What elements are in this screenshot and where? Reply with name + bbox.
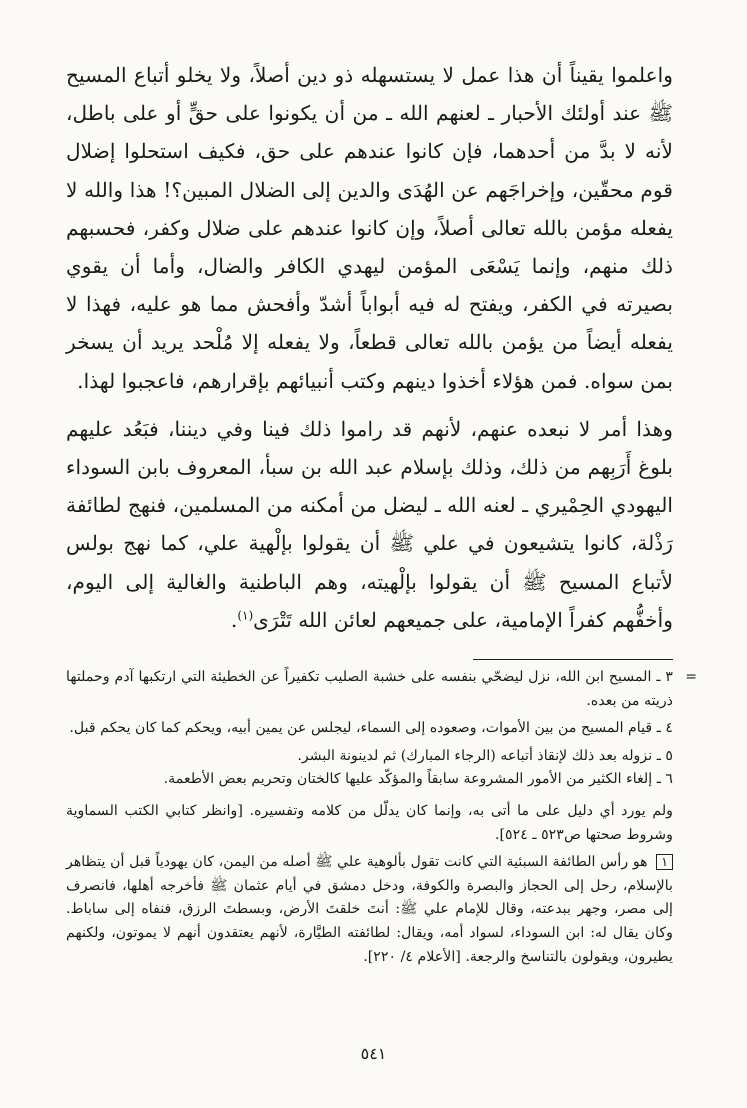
footnote-divider [473, 659, 673, 660]
footnote-item-text: ٣ ـ المسيح ابن الله، نزل ليضحّي بنفسه على خشبة الصليب تكفيراً عن الخطيئة التي ارتكبها آدم وحملتها ذريته من بعده. [66, 669, 673, 709]
footnote-1-number-box: ١ [656, 854, 673, 870]
paragraph-2-end: . [230, 607, 238, 632]
footnote-continued-item-4 [66, 717, 673, 741]
footnote-continued-item-5 [66, 745, 673, 769]
paragraph-2 [66, 410, 673, 639]
footnote-item-text: ٦ ـ إلغاء الكثير من الأمور المشروعة سابقاً والمؤكّد عليها كالختان وتحريم بعض الأطعمة. [163, 771, 673, 788]
paragraph-1 [66, 56, 673, 400]
footnotes-section [66, 666, 697, 969]
footnote-1 [66, 851, 673, 969]
footnote-closing-note [66, 800, 673, 847]
footnote-1-text: هو رأس الطائفة السبئية التي كانت تقول بألوهية علي ﷺ أصله من اليمن، كان يهودياً قبل أن يتظاهر بالإسلام، رحل إلى الحجاز والبصرة والكوفة، ودخل دمشق في أيام عثمان ﷺ فأخرجه أهلها، فانصرف إلى مصر، وجهر ببدعته، وقال للإمام علي ﷺ: أنتَ خلقتَ الأرض، وبسطتَ الرزق، فنفاه إلى ساباط. وكان يقال له: ابن السوداء، لسواد أمه، ويقال: لطائفته الطيَّارة، لأنهم يعتقدون أنهم لا يموتون، ولكنهم يطيرون، ويقولون بالتناسخ والرجعة. [الأعلام ٤/ ٢٢٠]. [66, 854, 673, 965]
footnote-continued-item-3 [66, 666, 697, 713]
paragraph-2-text: وهذا أمر لا نبعده عنهم، لأنهم قد راموا ذلك فينا وفي ديننا، فبَعُد عليهم بلوغ أَرَبِهم من ذلك، وذلك بإسلام عبد الله بن سبأ، المعروف بابن السوداء اليهودي الحِمْيري ـ لعنه الله ـ ليضل من أمكنه من المسلمين، فنهج لطائفة رَذْلة، كانوا يتشيعون في علي ﷺ أن يقولوا بإلْهية علي، كما نهج بولس لأتباع المسيح ﷺ أن يقولوا بإلْهيته، وهم الباطنية والغالية إلى اليوم، وأخفُّهم كفراً الإمامية، على جميعهم لعائن الله تَتْرَى [66, 416, 673, 632]
paragraph-1-text: واعلموا يقيناً أن هذا عمل لا يستسهله ذو دين أصلاً، ولا يخلو أتباع المسيح ﷺ عند أولئك الأحبار ـ لعنهم الله ـ من أن يكونوا على حقٍّ أو على باطل، لأنه لا بدَّ من أحدهما، فإن كانوا عندهم على حق، فكيف استحلوا إضلال قوم محقّين، وإخراجَهم عن الهُدَى والدين إلى الضلال المبين؟! هذا والله لا يفعله مؤمن بالله تعالى أصلاً، وإن كانوا عندهم على ضلال وكفر، فحسبهم ذلك منهم، وإنما يَسْعَى المؤمن ليهدي الكافر والضال، وأما أن يقوي بصيرته في الكفر، ويفتح له فيه أبواباً أشدّ وأفحش مما هو عليه، فهذا لا يفعله أيضاً من يؤمن بالله تعالى قطعاً، ولا يفعله إلا مُلْحد يريد أن يسخر بمن سواه. فمن هؤلاء أخذوا دينهم وكتب أنبيائهم بإقرارهم، فاعجبوا لهذا. [66, 63, 673, 393]
footnote-continued-item-6 [66, 768, 673, 792]
footnote-reference-marker[interactable]: (١) [237, 608, 254, 623]
footnote-item-text: ٥ ـ نزوله بعد ذلك لإنقاذ أتباعه (الرجاء المبارك) ثم لدينونة البشر. [297, 747, 673, 764]
page-number: ٥٤١ [360, 1044, 387, 1063]
footnote-item-text: ٤ ـ قيام المسيح من بين الأموات، وصعوده إلى السماء، ليجلس عن يمين أبيه، ويحكم كما كان يحكم قبل. [69, 720, 673, 737]
continuation-mark: = [685, 669, 697, 686]
closing-note-text: ولم يورد أي دليل على ما أتى به، وإنما كان يدلّل من كلامه وتفسيره. [وانظر كتابي الكتب السماوية وشروط صحتها ص٥٢٣ ـ ٥٢٤]. [66, 803, 673, 843]
